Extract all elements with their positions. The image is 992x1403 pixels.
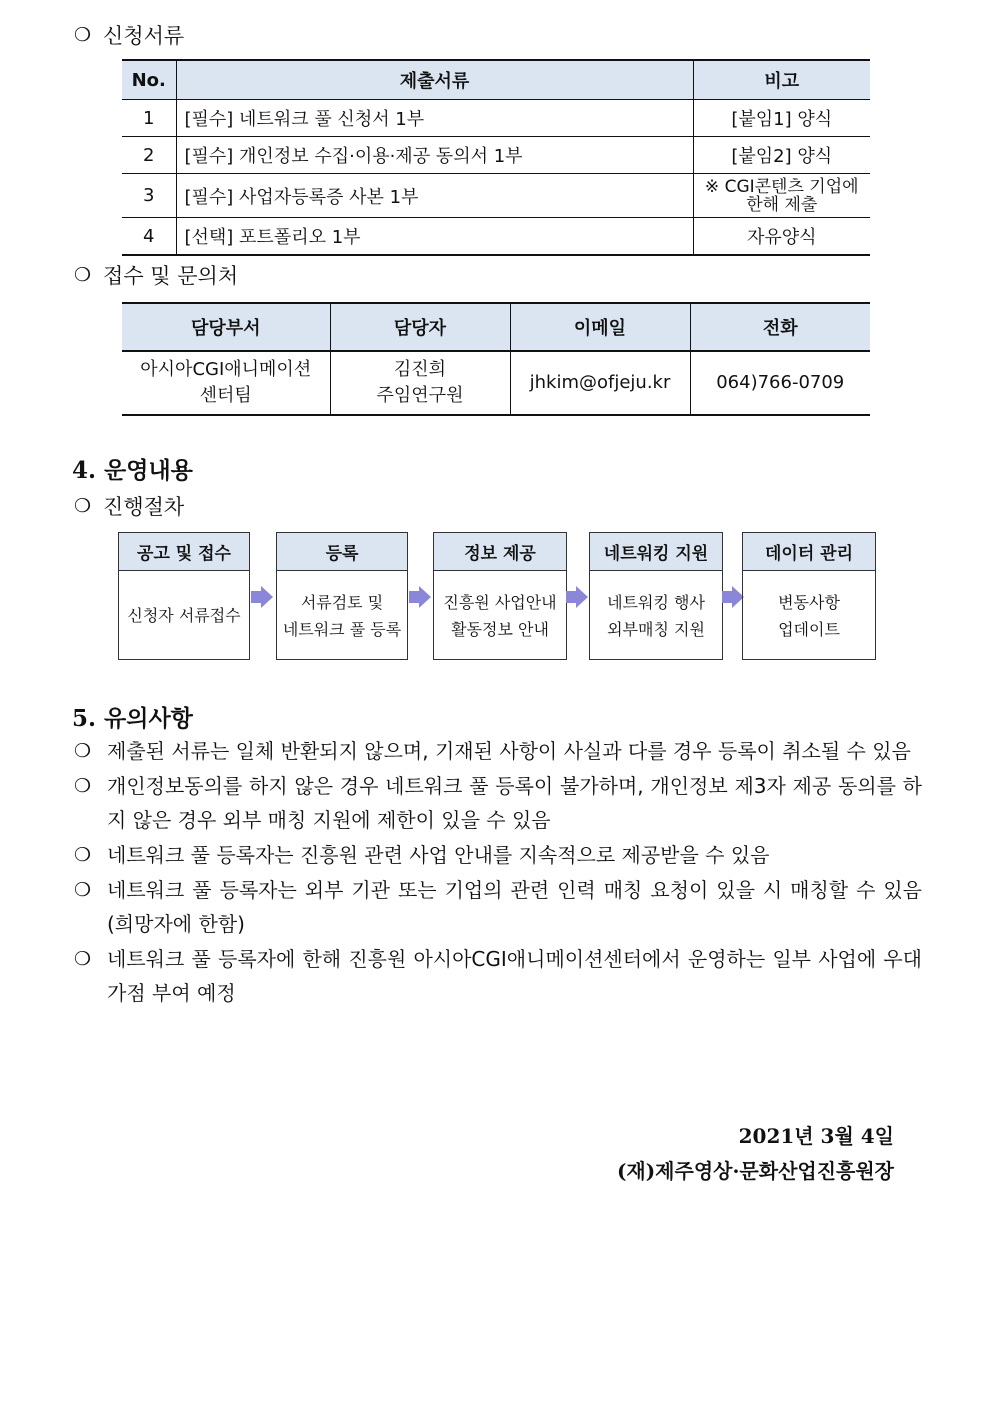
contact-dept-line2: 센터팀	[199, 385, 252, 406]
row-note: [붙임2] 양식	[693, 137, 870, 174]
process-heading-label: 진행절차	[103, 495, 185, 519]
circle-bullet-icon: ❍	[74, 844, 92, 866]
circle-bullet-icon: ❍	[74, 24, 92, 46]
row-doc: [필수] 네트워크 풀 신청서 1부	[176, 100, 693, 137]
step-title: 정보 제공	[434, 533, 566, 571]
contact-heading	[74, 260, 238, 290]
row-no: 3	[122, 174, 176, 218]
note-text: 네트워크 풀 등록자는 진흥원 관련 사업 안내를 지속적으로 제공받을 수 있음	[107, 843, 770, 867]
process-heading	[74, 491, 184, 521]
table-header-row	[122, 303, 870, 351]
row-note-line2: 한해 제출	[746, 194, 818, 215]
col-header-person: 담당자	[330, 303, 510, 351]
notes-list	[74, 734, 922, 1011]
step-title: 공고 및 접수	[119, 533, 249, 571]
col-header-no: No.	[122, 60, 176, 100]
step-line2: 네트워크 풀 등록	[282, 619, 402, 639]
issuing-organization: (재)제주영상·문화산업진흥원장	[616, 1159, 894, 1183]
col-header-email: 이메일	[510, 303, 690, 351]
table-header-row	[122, 60, 870, 100]
step-line1: 신청자 서류접수	[127, 606, 241, 625]
step-line2: 외부매칭 지원	[607, 619, 705, 639]
col-header-note: 비고	[693, 60, 870, 100]
note-text: 개인정보동의를 하지 않은 경우 네트워크 풀 등록이 불가하며, 개인정보 제3자 제공 동의를 하지 않은 경우 외부 매칭 지원에 제한이 있을 수 있음	[107, 774, 922, 832]
step-body	[434, 571, 566, 660]
docs-heading	[74, 20, 184, 50]
issue-date: 2021년 3월 4일	[738, 1124, 894, 1148]
note-text: 네트워크 풀 등록자는 외부 기관 또는 기업의 관련 인력 매칭 요청이 있을 시 매칭할 수 있음(희망자에 한함)	[107, 878, 922, 936]
circle-bullet-icon: ❍	[74, 495, 92, 517]
circle-bullet-icon: ❍	[74, 740, 92, 762]
application-docs-table	[122, 59, 870, 256]
step-body	[743, 571, 875, 660]
step-body	[119, 571, 249, 660]
contact-phone: 064)766-0709	[690, 351, 870, 415]
step-line2: 업데이트	[778, 619, 840, 639]
contact-person-title: 주임연구원	[376, 385, 464, 406]
table-row	[122, 137, 870, 174]
note-text: 제출된 서류는 일체 반환되지 않으며, 기재된 사항이 사실과 다를 경우 등록이 취소될 수 있음	[107, 739, 911, 763]
step-line1: 서류검토 및	[300, 592, 384, 612]
process-step-1	[118, 532, 250, 660]
contact-table	[122, 302, 870, 416]
process-step-3	[433, 532, 567, 660]
section-4-title: 4. 운영내용	[72, 457, 193, 484]
list-item	[74, 873, 922, 941]
row-note	[693, 174, 870, 218]
process-step-2	[276, 532, 408, 660]
circle-bullet-icon: ❍	[74, 264, 92, 286]
row-no: 2	[122, 137, 176, 174]
step-title: 네트워킹 지원	[590, 533, 722, 571]
contact-heading-label: 접수 및 문의처	[103, 264, 239, 288]
process-step-4	[589, 532, 723, 660]
contact-email[interactable]: jhkim@ofjeju.kr	[510, 351, 690, 415]
table-row	[122, 100, 870, 137]
list-item	[74, 838, 922, 872]
contact-dept-line1: 아시아CGI애니메이션	[140, 359, 312, 380]
col-header-dept: 담당부서	[122, 303, 330, 351]
col-header-doc: 제출서류	[176, 60, 693, 100]
table-row	[122, 351, 870, 415]
step-line2: 활동정보 안내	[451, 619, 549, 639]
docs-heading-label: 신청서류	[103, 24, 185, 48]
section-5-title: 5. 유의사항	[72, 705, 193, 732]
contact-dept	[122, 351, 330, 415]
step-title: 등록	[277, 533, 407, 571]
contact-person	[330, 351, 510, 415]
step-line1: 네트워킹 행사	[607, 592, 705, 612]
row-doc: [필수] 사업자등록증 사본 1부	[176, 174, 693, 218]
circle-bullet-icon: ❍	[74, 948, 92, 970]
process-step-5	[742, 532, 876, 660]
list-item	[74, 734, 922, 768]
step-line1: 변동사항	[778, 592, 840, 612]
circle-bullet-icon: ❍	[74, 775, 92, 797]
list-item	[74, 769, 922, 837]
step-line1: 진흥원 사업안내	[443, 592, 557, 612]
col-header-phone: 전화	[690, 303, 870, 351]
step-body	[277, 571, 407, 660]
row-doc: [선택] 포트폴리오 1부	[176, 218, 693, 256]
list-item	[74, 942, 922, 1010]
table-row	[122, 218, 870, 256]
circle-bullet-icon: ❍	[74, 879, 92, 901]
row-note: [붙임1] 양식	[693, 100, 870, 137]
table-row	[122, 174, 870, 218]
step-title: 데이터 관리	[743, 533, 875, 571]
step-body	[590, 571, 722, 660]
row-no: 4	[122, 218, 176, 256]
row-doc: [필수] 개인정보 수집·이용·제공 동의서 1부	[176, 137, 693, 174]
row-note-line1: ※ CGI콘텐츠 기업에	[704, 176, 859, 197]
contact-person-name: 김진희	[393, 359, 447, 380]
row-no: 1	[122, 100, 176, 137]
note-text: 네트워크 풀 등록자에 한해 진흥원 아시아CGI애니메이션센터에서 운영하는 일부 사업에 우대가점 부여 예정	[107, 947, 922, 1005]
row-note: 자유양식	[693, 218, 870, 256]
